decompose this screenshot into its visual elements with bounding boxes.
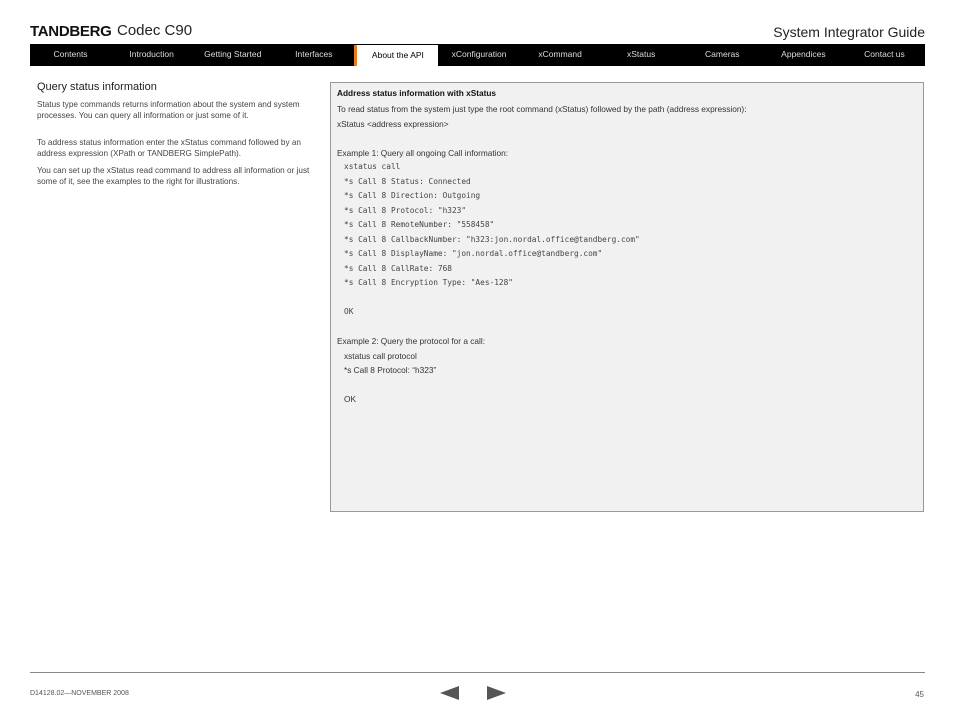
tab-xstatus[interactable]: xStatus <box>627 49 656 59</box>
code-line: *s Call 8 Direction: Outgoing <box>344 191 481 200</box>
tab-getting-started[interactable]: Getting Started <box>204 49 262 59</box>
section-title: Query status information <box>37 81 157 93</box>
code-line: *s Call 8 Encryption Type: "Aes-128" <box>344 278 513 287</box>
tab-introduction[interactable]: Introduction <box>129 49 174 59</box>
code-line: *s Call 8 Protocol: "h323" <box>344 205 467 215</box>
side-column <box>37 81 322 193</box>
previous-page-arrow-icon[interactable] <box>440 686 459 700</box>
code-line: *s Call 8 DisplayName: "jon.nordal.office@tandberg.com" <box>344 249 603 258</box>
code-line: *s Call 8 CallRate: 768 <box>344 263 452 273</box>
document-id: D14128.02—NOVEMBER 2008 <box>30 690 129 697</box>
spacer <box>337 131 917 146</box>
tab-interfaces[interactable]: Interfaces <box>295 49 333 59</box>
code-line: xstatus call <box>344 162 401 171</box>
tab-contact-us[interactable]: Contact us <box>864 49 905 59</box>
example-2-label: Example 2: Query the protocol for a call: <box>337 336 486 346</box>
example-2-command: xstatus call protocol <box>344 350 417 361</box>
spacer <box>337 291 917 306</box>
footer-divider <box>30 672 925 673</box>
guide-title: System Integrator Guide <box>773 24 925 40</box>
next-page-arrow-icon[interactable] <box>487 686 506 700</box>
page-header <box>30 22 925 44</box>
side-paragraph-1: Status type commands returns information about the system and system processes. You can query all information or just some of it. <box>37 100 300 120</box>
example-2-ok: OK <box>344 394 356 404</box>
example-2-result: *s Call 8 Protocol: “h323” <box>344 365 437 375</box>
spacer <box>337 320 917 335</box>
tab-xcommand[interactable]: xCommand <box>538 49 582 59</box>
tab-appendices[interactable]: Appendices <box>781 49 826 59</box>
nav-bar <box>30 44 925 66</box>
tab-xconfiguration[interactable]: xConfiguration <box>451 49 507 59</box>
box-intro: To read status from the system just type the root command (xStatus) followed by the path (address expression): <box>337 104 747 114</box>
spacer <box>337 378 917 393</box>
code-line: *s Call 8 CallbackNumber: "h323:jon.nordal.office@tandberg.com" <box>344 234 640 244</box>
tab-cameras[interactable]: Cameras <box>705 49 740 59</box>
code-line: *s Call 8 RemoteNumber: "558458" <box>344 220 495 229</box>
tab-contents[interactable]: Contents <box>53 49 88 59</box>
brand-logo: TANDBERG <box>30 23 112 40</box>
tab-about-the-api[interactable]: About the API <box>354 45 438 66</box>
side-paragraph-2: To address status information enter the xStatus command followed by an address expression (XPath or TANDBERG SimplePath). <box>37 138 301 158</box>
code-line: *s Call 8 Status: Connected <box>344 176 471 186</box>
page-number: 45 <box>915 690 924 699</box>
example-1-label: Example 1: Query all ongoing Call information: <box>337 147 509 158</box>
box-title: Address status information with xStatus <box>337 88 497 98</box>
code-ok: OK <box>344 307 354 316</box>
product-name: Codec C90 <box>117 22 193 39</box>
side-paragraph-3: You can set up the xStatus read command to address all information or just some of it, see the examples to the right for illustrations. <box>37 166 310 186</box>
box-syntax: xStatus <address expression> <box>337 118 449 129</box>
example-box <box>330 82 924 512</box>
